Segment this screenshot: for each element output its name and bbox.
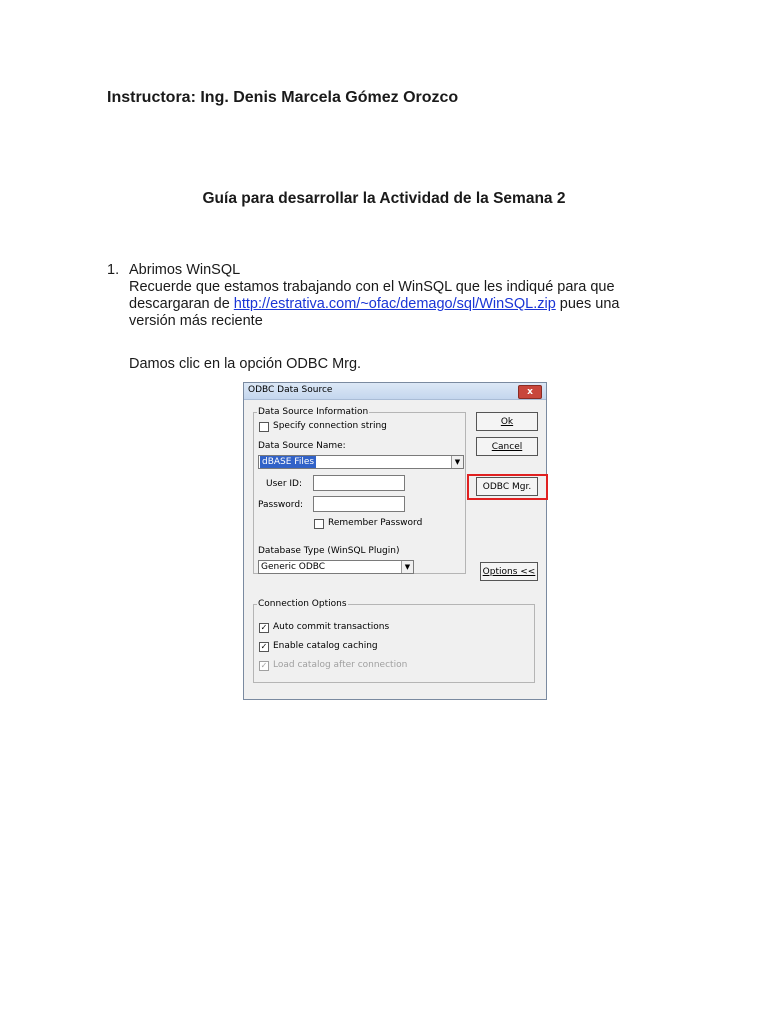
odbc-data-source-dialog bbox=[243, 382, 547, 700]
step-heading: Abrimos WinSQL bbox=[129, 262, 241, 278]
ok-button[interactable]: Ok bbox=[476, 412, 538, 431]
step-description: Recuerde que estamos trabajando con el WinSQL que les indiqué para que descargaran de http://estrativa.com/~ofac/demago/sql/WinSQL.zip pues una versión más reciente bbox=[129, 279, 620, 329]
load-catalog-label: Load catalog after connection bbox=[273, 660, 408, 670]
enable-caching-checkbox[interactable]: ✓ bbox=[260, 642, 268, 651]
dsn-label: Data Source Name: bbox=[258, 441, 346, 451]
chevron-down-icon: ▼ bbox=[401, 561, 413, 573]
guide-title: Guía para desarrollar la Actividad de la Semana 2 bbox=[202, 190, 566, 207]
userid-input[interactable] bbox=[313, 475, 405, 491]
enable-caching-label: Enable catalog caching bbox=[273, 641, 378, 651]
remember-password-label: Remember Password bbox=[328, 518, 423, 528]
dialog-title: ODBC Data Source bbox=[248, 385, 333, 395]
dsn-value: dBASE Files bbox=[262, 457, 315, 467]
dbtype-label: Database Type (WinSQL Plugin) bbox=[258, 546, 400, 556]
chevron-down-icon: ▼ bbox=[451, 456, 463, 468]
auto-commit-label: Auto commit transactions bbox=[273, 622, 390, 632]
specify-connection-label: Specify connection string bbox=[273, 421, 387, 431]
dialog-titlebar bbox=[244, 383, 546, 400]
step-1 bbox=[107, 262, 667, 373]
odbc-mgr-button[interactable]: ODBC Mgr. bbox=[476, 477, 538, 496]
remember-password-checkbox[interactable] bbox=[314, 519, 324, 529]
close-icon[interactable]: x bbox=[518, 385, 542, 399]
auto-commit-checkbox[interactable]: ✓ bbox=[260, 623, 268, 632]
winsql-download-link[interactable]: http://estrativa.com/~ofac/demago/sql/WinSQL.zip bbox=[233, 296, 556, 312]
password-label: Password: bbox=[258, 500, 304, 510]
options-button[interactable]: Options << bbox=[480, 562, 538, 581]
dsi-legend: Data Source Information bbox=[258, 407, 369, 417]
dbtype-select[interactable] bbox=[258, 560, 414, 574]
userid-label: User ID: bbox=[266, 479, 302, 489]
conn-legend: Connection Options bbox=[258, 599, 347, 609]
dsn-select[interactable] bbox=[258, 455, 464, 469]
password-input[interactable] bbox=[313, 496, 405, 512]
load-catalog-checkbox: ✓ bbox=[260, 661, 268, 670]
specify-connection-checkbox[interactable] bbox=[259, 422, 269, 432]
cancel-button[interactable]: Cancel bbox=[476, 437, 538, 456]
step-number: 1. bbox=[107, 262, 120, 278]
step-instruction: Damos clic en la opción ODBC Mrg. bbox=[129, 356, 362, 372]
instructor-heading: Instructora: Ing. Denis Marcela Gómez Orozco bbox=[107, 89, 459, 106]
dbtype-value: Generic ODBC bbox=[261, 562, 326, 572]
